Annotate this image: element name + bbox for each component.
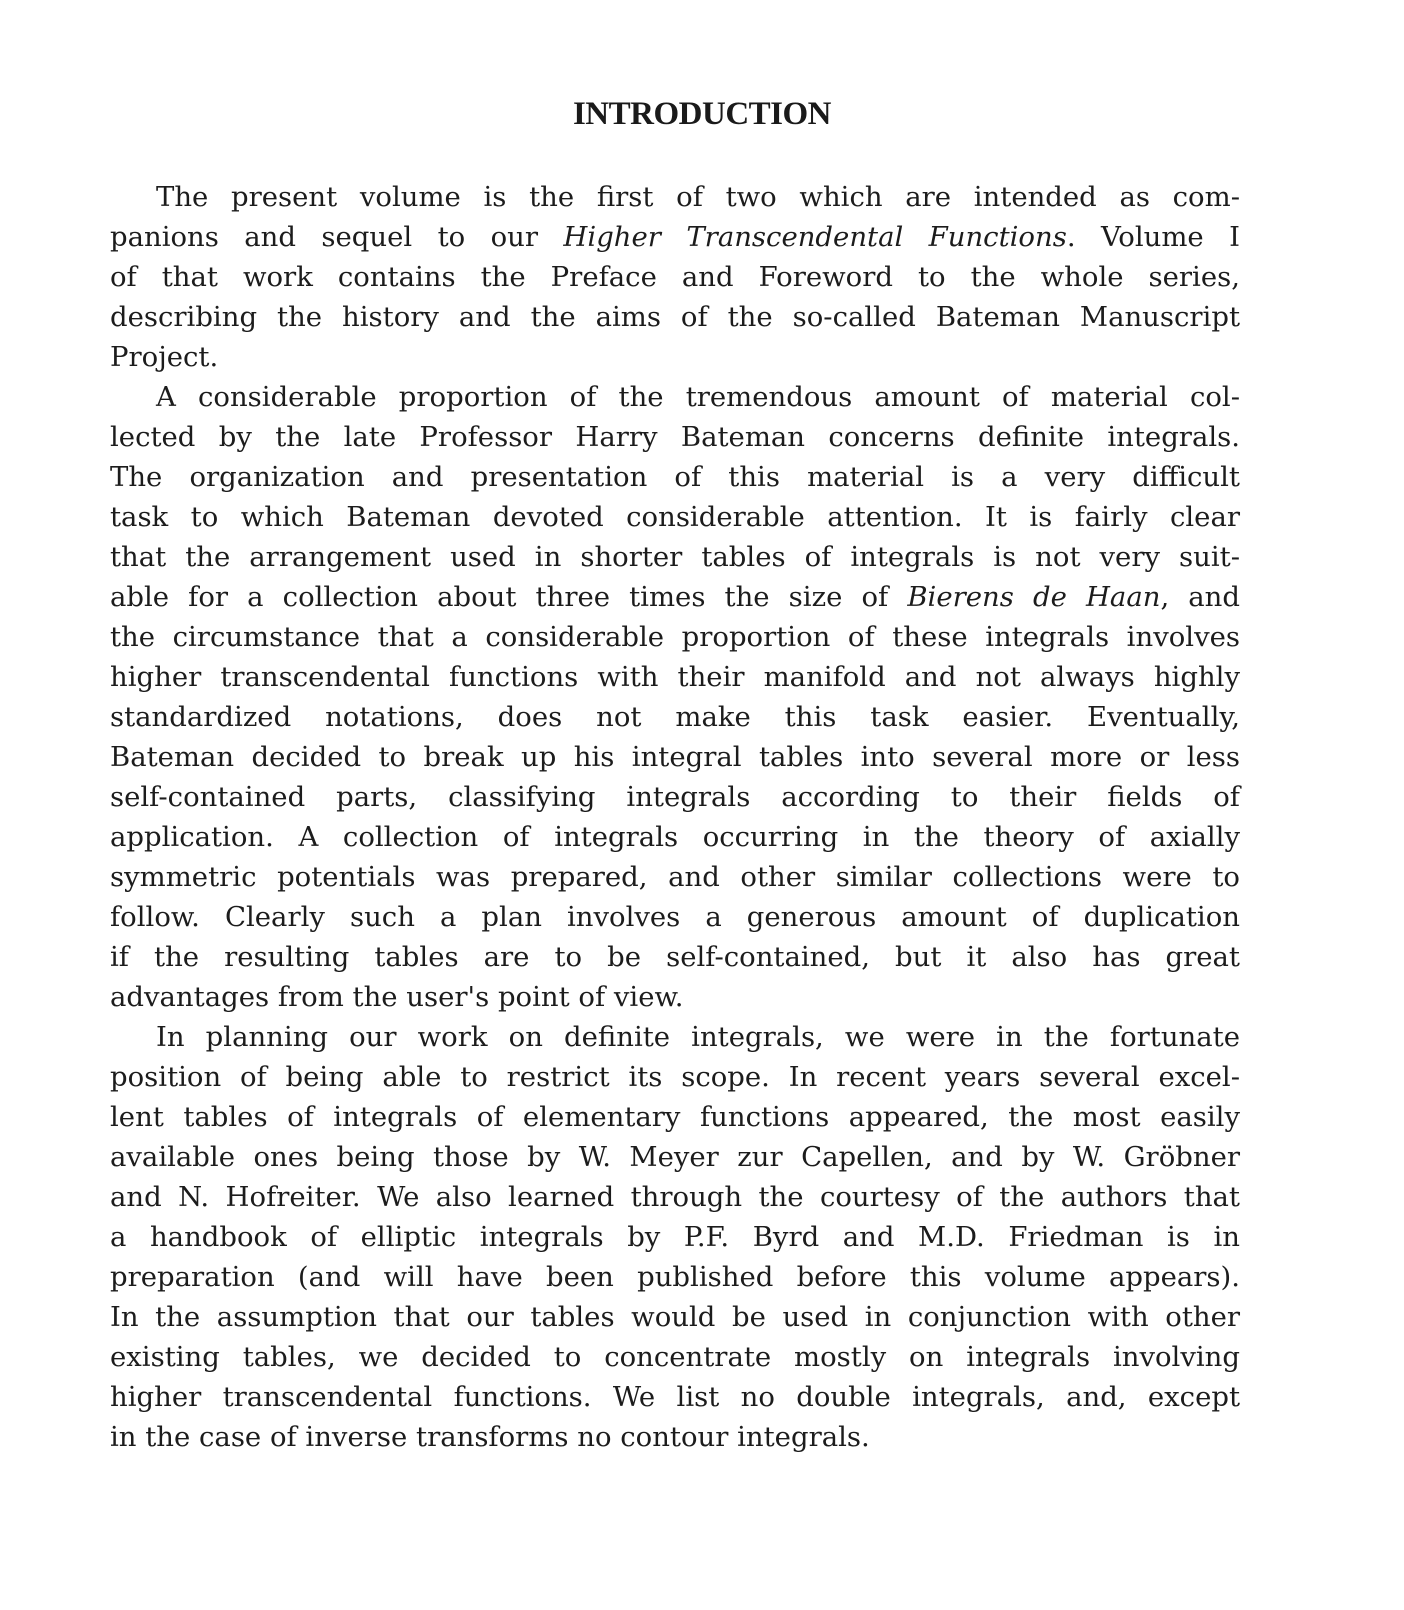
text-line: [110, 577, 1240, 617]
text-line: Project.: [110, 341, 219, 373]
paragraph-3: [110, 1017, 1240, 1457]
text-line: of that work contains the Preface and Foreword to the whole series,: [110, 261, 1240, 293]
text-line: a handbook of elliptic integrals by P.F. Byrd and M.D. Friedman is in: [110, 1221, 1240, 1253]
text-span: , and: [1160, 581, 1240, 613]
text-line: lected by the late Professor Harry Bateman concerns definite integrals.: [110, 421, 1240, 453]
text-line: the circumstance that a considerable proportion of these integrals involves: [110, 621, 1240, 653]
text-line: advantages from the user's point of view.: [110, 981, 684, 1013]
text-line: describing the history and the aims of the so-called Bateman Manuscript: [110, 301, 1240, 333]
text-span: . Volume I: [1066, 221, 1240, 253]
text-line: position of being able to restrict its scope. In recent years several excel-: [110, 1061, 1240, 1093]
text-line: lent tables of integrals of elementary functions appeared, the most easily: [110, 1101, 1240, 1133]
text-line: follow. Clearly such a plan involves a generous amount of duplication: [110, 901, 1240, 933]
text-line: existing tables, we decided to concentrate mostly on integrals involving: [110, 1341, 1240, 1373]
body-text: [110, 177, 1240, 1457]
page-heading: INTRODUCTION: [572, 96, 832, 132]
text-line: in the case of inverse transforms no contour integrals.: [110, 1421, 870, 1453]
text-line: A considerable proportion of the tremendous amount of material col-: [156, 381, 1240, 413]
text-line: higher transcendental functions. We list no double integrals, and, except: [110, 1381, 1240, 1413]
paragraph-2: [110, 377, 1240, 1017]
text-line: preparation (and will have been published before this volume appears).: [110, 1261, 1240, 1293]
text-line: application. A collection of integrals occurring in the theory of axially: [110, 821, 1240, 853]
text-line: and N. Hofreiter. We also learned through the courtesy of the authors that: [110, 1181, 1240, 1213]
text-line: standardized notations, does not make this task easier. Eventually,: [110, 701, 1240, 733]
text-line: The organization and presentation of this material is a very difficult: [110, 461, 1240, 493]
text-span: panions and sequel to our: [110, 221, 564, 253]
text-line: In planning our work on definite integrals, we were in the fortunate: [156, 1021, 1240, 1053]
book-title: Higher Transcendental Functions: [563, 221, 1067, 253]
text-line: [110, 217, 1240, 257]
text-line: The present volume is the first of two which are intended as com-: [156, 181, 1240, 213]
text-line: if the resulting tables are to be self-contained, but it also has great: [110, 941, 1240, 973]
text-line: symmetric potentials was prepared, and other similar collections were to: [110, 861, 1240, 893]
paragraph-1: [110, 177, 1240, 377]
text-line: available ones being those by W. Meyer zur Capellen, and by W. Gröbner: [110, 1141, 1240, 1173]
text-line: task to which Bateman devoted considerable attention. It is fairly clear: [110, 501, 1240, 533]
text-line: that the arrangement used in shorter tables of integrals is not very suit-: [110, 541, 1240, 573]
text-line: higher transcendental functions with their manifold and not always highly: [110, 661, 1240, 693]
text-line: self-contained parts, classifying integrals according to their fields of: [110, 781, 1240, 813]
text-line: Bateman decided to break up his integral tables into several more or less: [110, 741, 1240, 773]
text-line: In the assumption that our tables would be used in conjunction with other: [110, 1301, 1240, 1333]
text-span: able for a collection about three times the size of: [110, 581, 908, 613]
author-name: Bierens de Haan: [907, 581, 1161, 613]
